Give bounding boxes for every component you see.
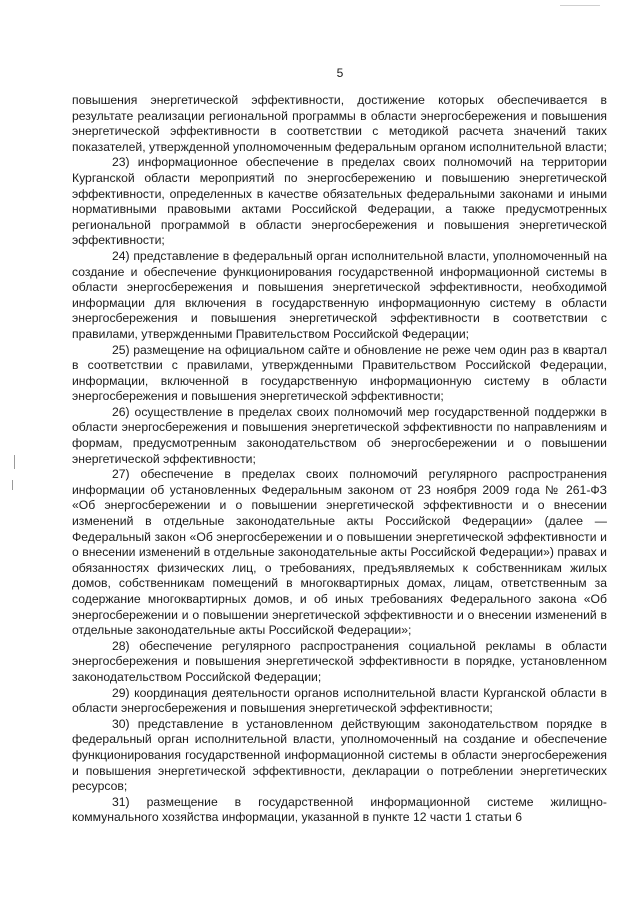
paragraph-item-25: 25) размещение на официальном сайте и обновление не реже чем один раз в квартал в соответствии с правилами, утвержденными Правительством Российской Федерации, информации, включенной в государственную информационную систему в области энергосбережения и повышения энергетической эффективности; — [72, 342, 607, 404]
paragraph-item-27: 27) обеспечение в пределах своих полномочий регулярного распространения информации об установленных Федеральным законом от 23 ноября 2009 года № 261-ФЗ «Об энергосбережении и о повышении энергетической эффективности и о внесении изменений в отдельные законодательные акты Российской Федерации» (далее — Федеральный закон «Об энергосбережении и о повышении энергетической эффективности и о внесении изменений в отдельные законодательные акты Российской Федерации») правах и обязанностях физических лиц, о требованиях, предъявляемых к собственникам жилых домов, собственникам помещений в многоквартирных домах, лицам, ответственным за содержание многоквартирных домов, и об иных требованиях Федерального закона «Об энергосбережении и о повышении энергетической эффективности и о внесении изменений в отдельные законодательные акты Российской Федерации»; — [72, 467, 607, 638]
paragraph-item-23: 23) информационное обеспечение в пределах своих полномочий на территории Курганской области мероприятий по энергосбережению и повышению энергетической эффективности, определенных в качестве обязательных федеральными законами и иными нормативными правовыми актами Российской Федерации, а также предусмотренных региональной программой в области энергосбережения и повышения энергетической эффективности; — [72, 155, 607, 248]
paragraph-continuation: повышения энергетической эффективности, достижение которых обеспечивается в результате реализации региональной программы в области энергосбережения и повышения энергетической эффективности в соответствии с методикой расчета значений таких показателей, утвержденной уполномоченным федеральным органом исполнительной власти; — [72, 93, 607, 154]
scan-artifact-mark — [12, 480, 13, 490]
paragraph-item-29: 29) координация деятельности органов исполнительной власти Курганской области в области энергосбережения и повышения энергетической эффективности; — [72, 685, 607, 716]
paragraph-item-28: 28) обеспечение регулярного распространения социальной рекламы в области энергосбережения и повышения энергетической эффективности в порядке, установленном законодательством Российской Федерации; — [72, 638, 607, 684]
page-number: 5 — [336, 66, 344, 80]
paragraph-item-24: 24) представление в федеральный орган исполнительной власти, уполномоченный на создание и обеспечение функционирования государственной информационной системы в области энергосбережения и повышения энергетической эффективности, необходимой информации для включения в государственную информационную систему в области энергосбережения и повышения энергетической эффективности в соответствии с правилами, утвержденными Правительством Российской Федерации; — [72, 248, 607, 341]
paragraph-item-31: 31) размещение в государственной информационной системе жилищно-коммунального хозяйства информации, указанной в пункте 12 части 1 статьи 6 — [72, 794, 607, 825]
paragraph-item-30: 30) представление в установленном действующим законодательством порядке в федеральный орган исполнительной власти, уполномоченный на создание и обеспечение функционирования государственной информационной системы в области энергосбережения и повышения энергетической эффективности, декларации о потреблении энергетических ресурсов; — [72, 716, 607, 794]
document-body — [72, 93, 607, 826]
paragraph-item-26: 26) осуществление в пределах своих полномочий мер государственной поддержки в области энергосбережения и повышения энергетической эффективности по направлениям и формам, предусмотренным законодательством об энергосбережении и о повышении энергетической эффективности; — [72, 404, 607, 466]
scan-artifact-mark — [560, 5, 600, 6]
scan-artifact-mark — [14, 455, 15, 469]
